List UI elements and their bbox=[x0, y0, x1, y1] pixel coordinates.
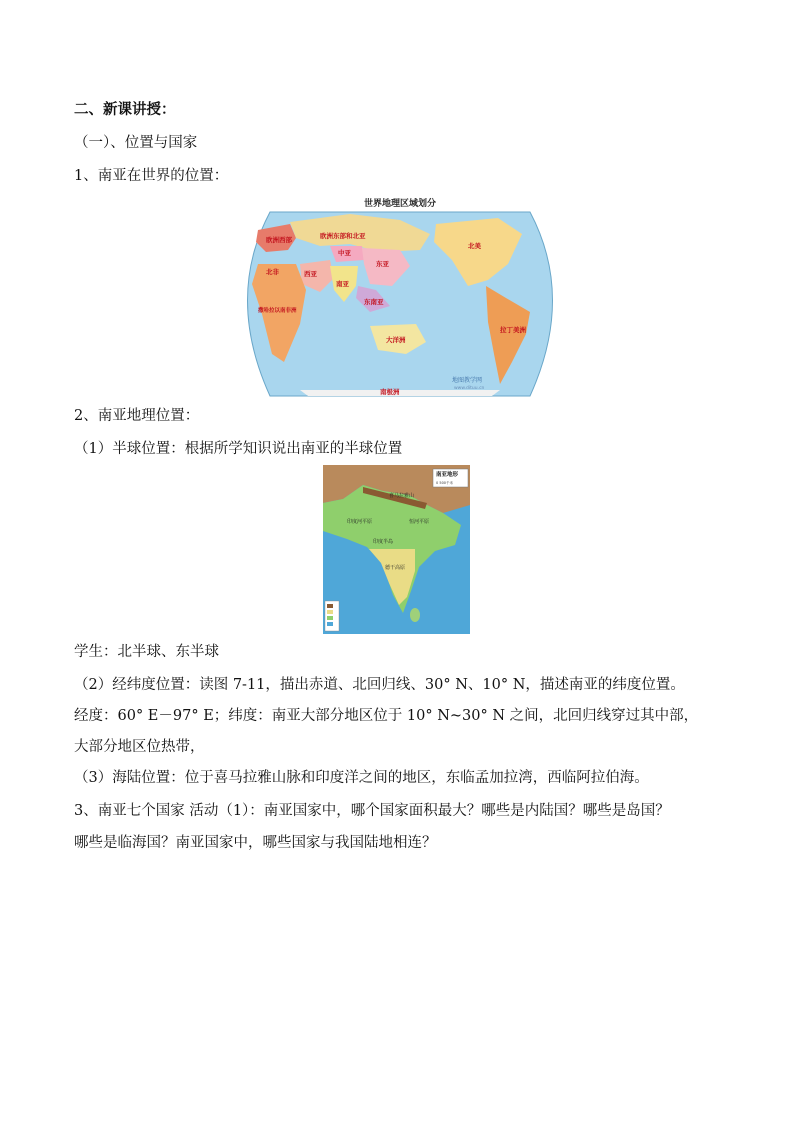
label-europe-east: 欧洲东部和北亚 bbox=[320, 232, 366, 240]
item-3-line-1: 3、南亚七个国家 活动（1）：南亚国家中，哪个国家面积最大？哪些是内陆国？哪些是岛国？ bbox=[74, 803, 670, 819]
label-oceania: 大洋洲 bbox=[386, 336, 406, 344]
label-ganges-plain: 恒河平原 bbox=[409, 519, 430, 525]
map-watermark: 地图教学网 bbox=[452, 377, 483, 384]
legend-swatch-mid bbox=[327, 610, 333, 614]
world-region-map bbox=[230, 194, 570, 400]
label-deccan-plateau: 德干高原 bbox=[385, 565, 406, 571]
legend-swatch-low bbox=[327, 616, 333, 620]
legend-swatch-water bbox=[327, 622, 333, 626]
label-indus-plain: 印度河平原 bbox=[347, 519, 373, 525]
world-map-title: 世界地理区域划分 bbox=[363, 199, 437, 209]
label-himalaya: 喜马拉雅山 bbox=[389, 493, 415, 499]
label-north-africa: 北非 bbox=[266, 268, 279, 276]
item-1-heading: 1、南亚在世界的位置： bbox=[74, 168, 229, 184]
terrain-sri-lanka bbox=[410, 608, 420, 622]
label-indian-peninsula: 印度半岛 bbox=[373, 539, 394, 545]
subsection-heading: （一）、位置与国家 bbox=[74, 135, 198, 151]
item-2-heading: 2、南亚地理位置： bbox=[74, 408, 200, 424]
south-asia-terrain-map bbox=[323, 465, 470, 634]
label-east-asia: 东亚 bbox=[376, 260, 389, 268]
label-southeast-asia: 东南亚 bbox=[364, 298, 384, 306]
terrain-map-scale: 0 500千米 bbox=[436, 481, 454, 485]
label-central-asia: 中亚 bbox=[338, 249, 351, 257]
label-north-america: 北美 bbox=[468, 242, 481, 250]
label-west-asia: 西亚 bbox=[304, 270, 317, 278]
map-watermark-url: www.dituu.cn bbox=[454, 386, 485, 391]
label-south-asia: 南亚 bbox=[336, 280, 349, 288]
legend-swatch-high bbox=[327, 604, 333, 608]
student-answer: 学生：北半球、东半球 bbox=[74, 644, 219, 660]
label-sub-saharan-africa: 撒哈拉以南非洲 bbox=[258, 308, 297, 314]
label-europe-west: 欧洲西部 bbox=[266, 236, 292, 244]
latlon-answer-line-2: 大部分地区位热带， bbox=[74, 739, 205, 755]
section-heading: 二、新课讲授： bbox=[74, 101, 176, 118]
item-3-line-2: 哪些是临海国？南亚国家中，哪些国家与我国陆地相连？ bbox=[74, 835, 437, 851]
terrain-map-title: 南亚地形 bbox=[436, 472, 459, 478]
latlon-answer-line-1: 经度：60° E－97° E；纬度：南亚大部分地区位于 10° N~30° N 之间，北回归线穿过其中部， bbox=[74, 708, 699, 724]
label-latin-america: 拉丁美洲 bbox=[500, 326, 526, 334]
latlon-question: （2）经纬度位置：读图 7-11，描出赤道、北回归线、30° N、10° N，描述南亚的纬度位置。 bbox=[74, 677, 685, 693]
label-antarctica: 南极洲 bbox=[380, 388, 400, 396]
sea-land-position: （3）海陆位置：位于喜马拉雅山脉和印度洋之间的地区，东临孟加拉湾，西临阿拉伯海。 bbox=[74, 770, 649, 786]
hemisphere-question: （1）半球位置：根据所学知识说出南亚的半球位置 bbox=[74, 441, 403, 457]
